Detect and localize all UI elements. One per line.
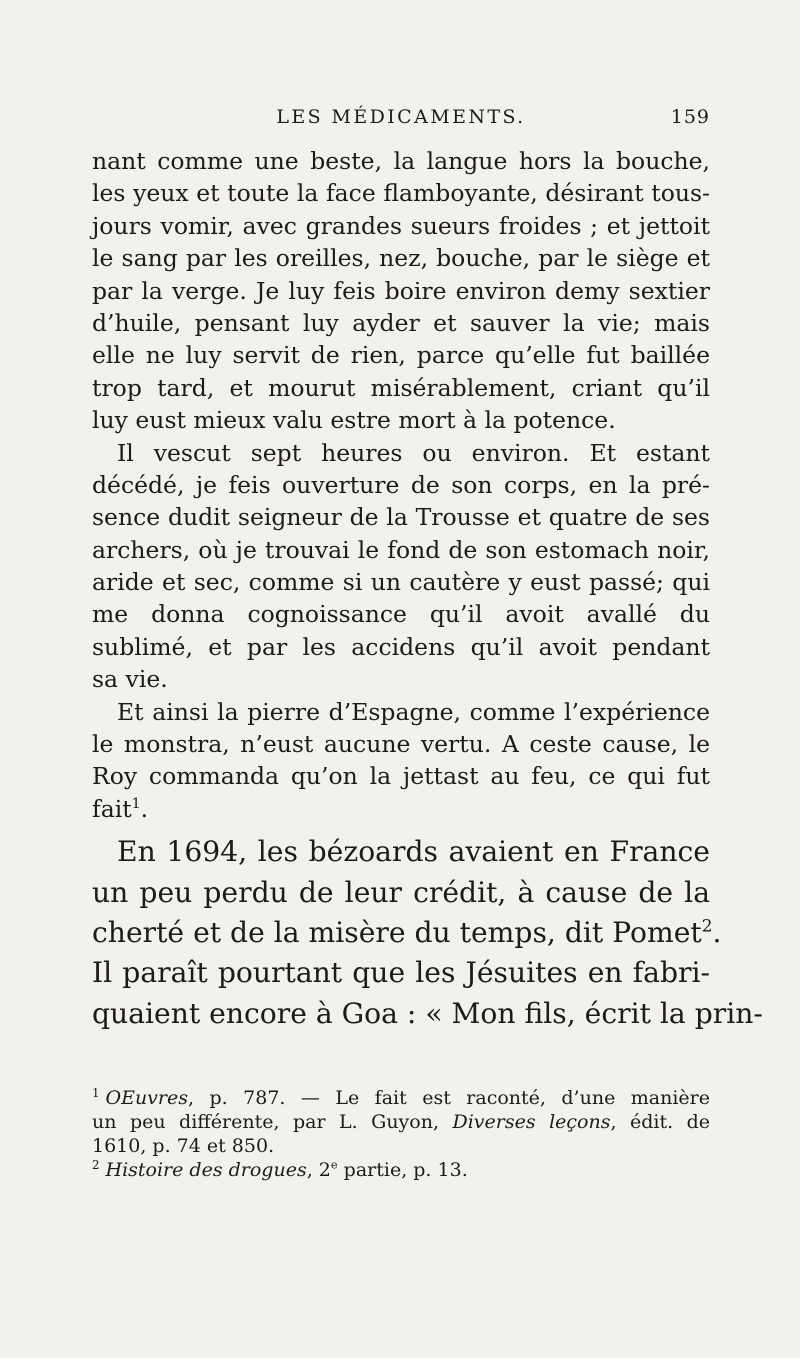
text-line	[92, 307, 710, 339]
line-text: Et ainsi la pierre d’Espagne, comme l’expérience	[117, 697, 710, 726]
footnote-1-line-2	[92, 1110, 710, 1134]
footnote-2-line-1	[92, 1158, 710, 1182]
line-text: le monstra, n’eust aucune vertu. A ceste cause, le	[92, 730, 710, 759]
body-paragraphs	[92, 145, 710, 825]
line-text: jours vomir, avec grandes sueurs froides ; et jettoit	[92, 211, 710, 240]
line-text: luy eust mieux valu estre mort à la potence.	[92, 406, 616, 435]
line-text: par la verge. Je luy feis boire environ demy sextier	[92, 276, 710, 305]
text-line	[92, 145, 710, 177]
line-text: aride et sec, comme si un cautère y eust passé; qui	[92, 568, 710, 597]
footnote-1-line-1	[92, 1086, 710, 1110]
text-line	[92, 728, 710, 760]
text-line	[92, 275, 710, 307]
running-title: LES MÉDICAMENTS.	[276, 106, 526, 128]
line-text: un peu perdu de leur crédit, à cause de la	[92, 875, 710, 909]
text-line	[92, 598, 710, 630]
line-text: trop tard, et mourut misérablement, criant qu’il	[92, 373, 710, 402]
line-text: sa vie.	[92, 665, 168, 694]
footnote-2-mark: 2	[92, 1157, 100, 1172]
line-text: nant comme une beste, la langue hors la bouche,	[92, 147, 710, 175]
line-text: d’huile, pensant luy ayder et sauver la vie; mais	[92, 308, 710, 337]
text-line	[92, 372, 710, 404]
text-line	[92, 631, 710, 663]
line-text: sence dudit seigneur de la Trousse et quatre de ses	[92, 503, 710, 532]
line-text: Il vescut sept heures ou environ. Et estant	[117, 438, 710, 467]
line-text: sublimé, et par les accidens qu’il avoit pendant	[92, 632, 710, 661]
line-text: me donna cognoissance qu’il avoit avallé du	[92, 600, 710, 629]
text-line	[92, 242, 710, 274]
text-line	[92, 404, 710, 436]
footnote-1-mark: 1	[92, 1085, 100, 1100]
text-line	[92, 760, 710, 792]
line-text: quaient encore à Goa : « Mon fils, écrit la prin-	[92, 996, 763, 1030]
text-line	[92, 437, 710, 469]
text-line	[92, 210, 710, 242]
body-large-paragraph	[92, 832, 763, 1034]
text-line	[92, 663, 710, 695]
line-text: cherté et de la misère du temps, dit Pomet	[92, 915, 702, 949]
text-line	[92, 696, 710, 728]
line-text: En 1694, les bézoards avaient en France	[117, 835, 710, 869]
footnote-ref: 2	[701, 915, 713, 936]
footnote-1-line-3: 1610, p. 74 et 850.	[92, 1135, 275, 1157]
footnote-2-sup: e	[330, 1157, 338, 1172]
page-header	[92, 104, 710, 134]
footnote-1-text-3: , édit. de	[610, 1111, 711, 1133]
footnote-2-text: , 2	[306, 1159, 331, 1181]
text-line	[92, 566, 710, 598]
footnote-2-text-2: partie, p. 13.	[337, 1159, 468, 1181]
text-line-large	[92, 832, 710, 872]
text-line	[92, 177, 710, 209]
footnotes	[92, 1086, 710, 1182]
line-text: les yeux et toute la face flamboyante, désirant tous-	[92, 179, 710, 208]
text-line	[92, 793, 710, 825]
footnote-1-work: Diverses leçons	[452, 1111, 611, 1133]
line-text: le sang par les oreilles, nez, bouche, par le siège et	[92, 244, 710, 273]
footnote-ref: 1	[131, 795, 141, 812]
footnote-1-text: , p. 787. — Le fait est raconté, d’une manière	[188, 1087, 710, 1109]
footnote-1-text-2: un peu différente, par L. Guyon,	[92, 1111, 453, 1133]
line-text: fait	[92, 794, 132, 823]
footnote-2-title: Histoire des drogues	[105, 1159, 307, 1181]
line-text: Roy commanda qu’on la jettast au feu, ce qui fut	[92, 762, 710, 791]
line-text: décédé, je feis ouverture de son corps, en la pré-	[92, 470, 710, 499]
text-line-large	[92, 953, 710, 993]
text-line-large	[92, 913, 722, 953]
text-line-large	[92, 994, 763, 1034]
text-line	[92, 501, 710, 533]
line-text: elle ne luy servit de rien, parce qu’elle fut baillée	[92, 341, 710, 370]
page-number: 159	[670, 106, 710, 128]
text-line	[92, 339, 710, 371]
line-tail: .	[712, 915, 722, 949]
body-text	[92, 145, 763, 1034]
footnote-1-title: OEuvres	[105, 1087, 188, 1109]
line-text: Il paraît pourtant que les Jésuites en fabri-	[92, 956, 710, 990]
text-line-large	[92, 873, 710, 913]
text-line	[92, 534, 710, 566]
text-line	[92, 469, 710, 501]
line-tail: .	[140, 794, 149, 823]
line-text: archers, où je trouvai le fond de son estomach noir,	[92, 535, 710, 564]
